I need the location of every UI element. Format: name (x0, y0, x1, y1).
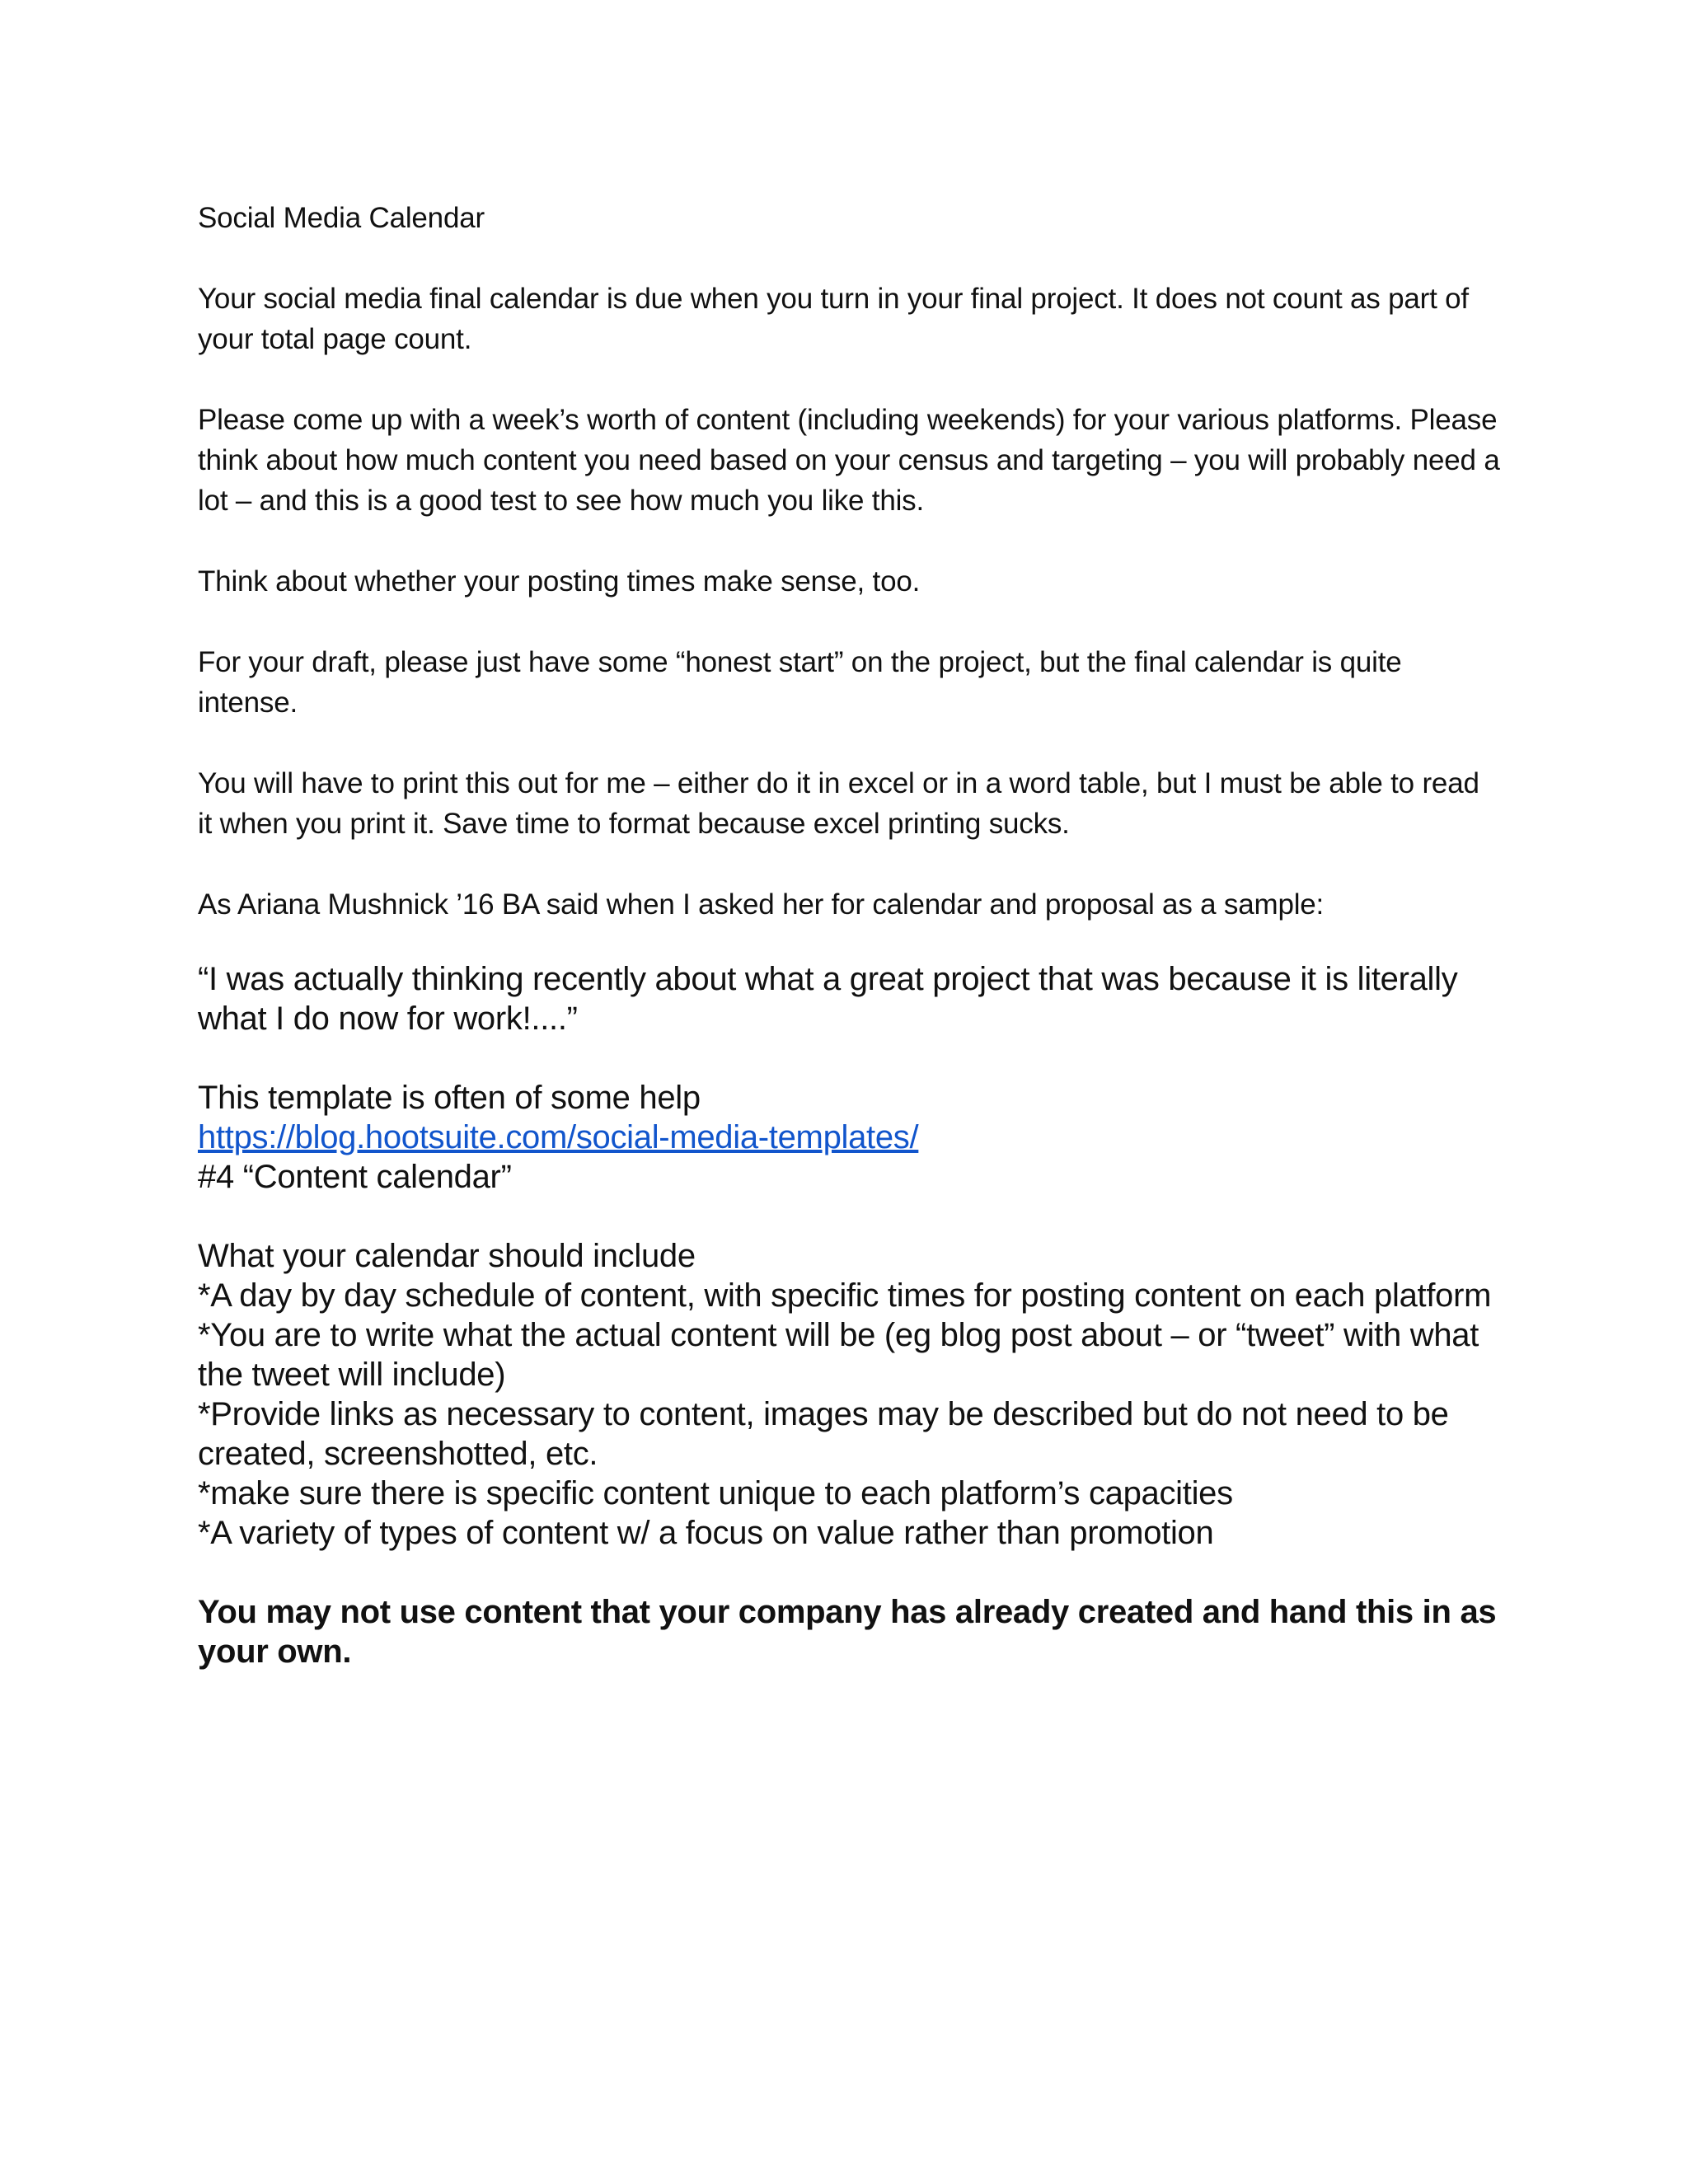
calibri-section (198, 198, 1500, 925)
paragraph-sample-intro: As Ariana Mushnick ’16 BA said when I asked her for calendar and proposal as a sample: (198, 888, 1325, 921)
template-block (198, 1078, 1500, 1197)
template-reference: #4 “Content calendar” (198, 1159, 512, 1195)
paragraph-posting-times: Think about whether your posting times make sense, too. (198, 565, 921, 598)
list-item: *A day by day schedule of content, with specific times for posting content on each platform (198, 1277, 1492, 1314)
paragraph-due-date: Your social media final calendar is due when you turn in your final project. It does not count as part of your total page count. (198, 283, 1469, 355)
sample-quote: “I was actually thinking recently about what a great project that was because it is literally what I do now for work!....” (198, 961, 1458, 1037)
list-item: *make sure there is specific content unique to each platform’s capacities (198, 1475, 1233, 1511)
paragraph-printing: You will have to print this out for me – either do it in excel or in a word table, but I must be able to read it when you print it. Save time to format because excel printing sucks. (198, 767, 1479, 840)
include-heading: What your calendar should include (198, 1238, 696, 1274)
arial-section (198, 959, 1500, 1671)
hootsuite-template-link[interactable]: https://blog.hootsuite.com/social-media-templates/ (198, 1119, 919, 1155)
original-content-warning: You may not use content that your company has already created and hand this in as your own. (198, 1594, 1497, 1670)
list-item: *Provide links as necessary to content, images may be described but do not need to be created, screenshotted, etc. (198, 1396, 1449, 1472)
document-title: Social Media Calendar (198, 202, 485, 234)
paragraph-content-week: Please come up with a week’s worth of content (including weekends) for your various platforms. Please think about how much content you need based on your census and targeting – you will probably need a lot – and this is a good test to see how much you like this. (198, 404, 1500, 517)
include-block (198, 1236, 1500, 1553)
paragraph-draft: For your draft, please just have some “honest start” on the project, but the final calendar is quite intense. (198, 646, 1402, 719)
document-page (198, 198, 1500, 1671)
template-intro: This template is often of some help (198, 1080, 701, 1116)
list-item: *A variety of types of content w/ a focus on value rather than promotion (198, 1515, 1214, 1551)
list-item: *You are to write what the actual content will be (eg blog post about – or “tweet” with what the tweet will include) (198, 1317, 1479, 1393)
